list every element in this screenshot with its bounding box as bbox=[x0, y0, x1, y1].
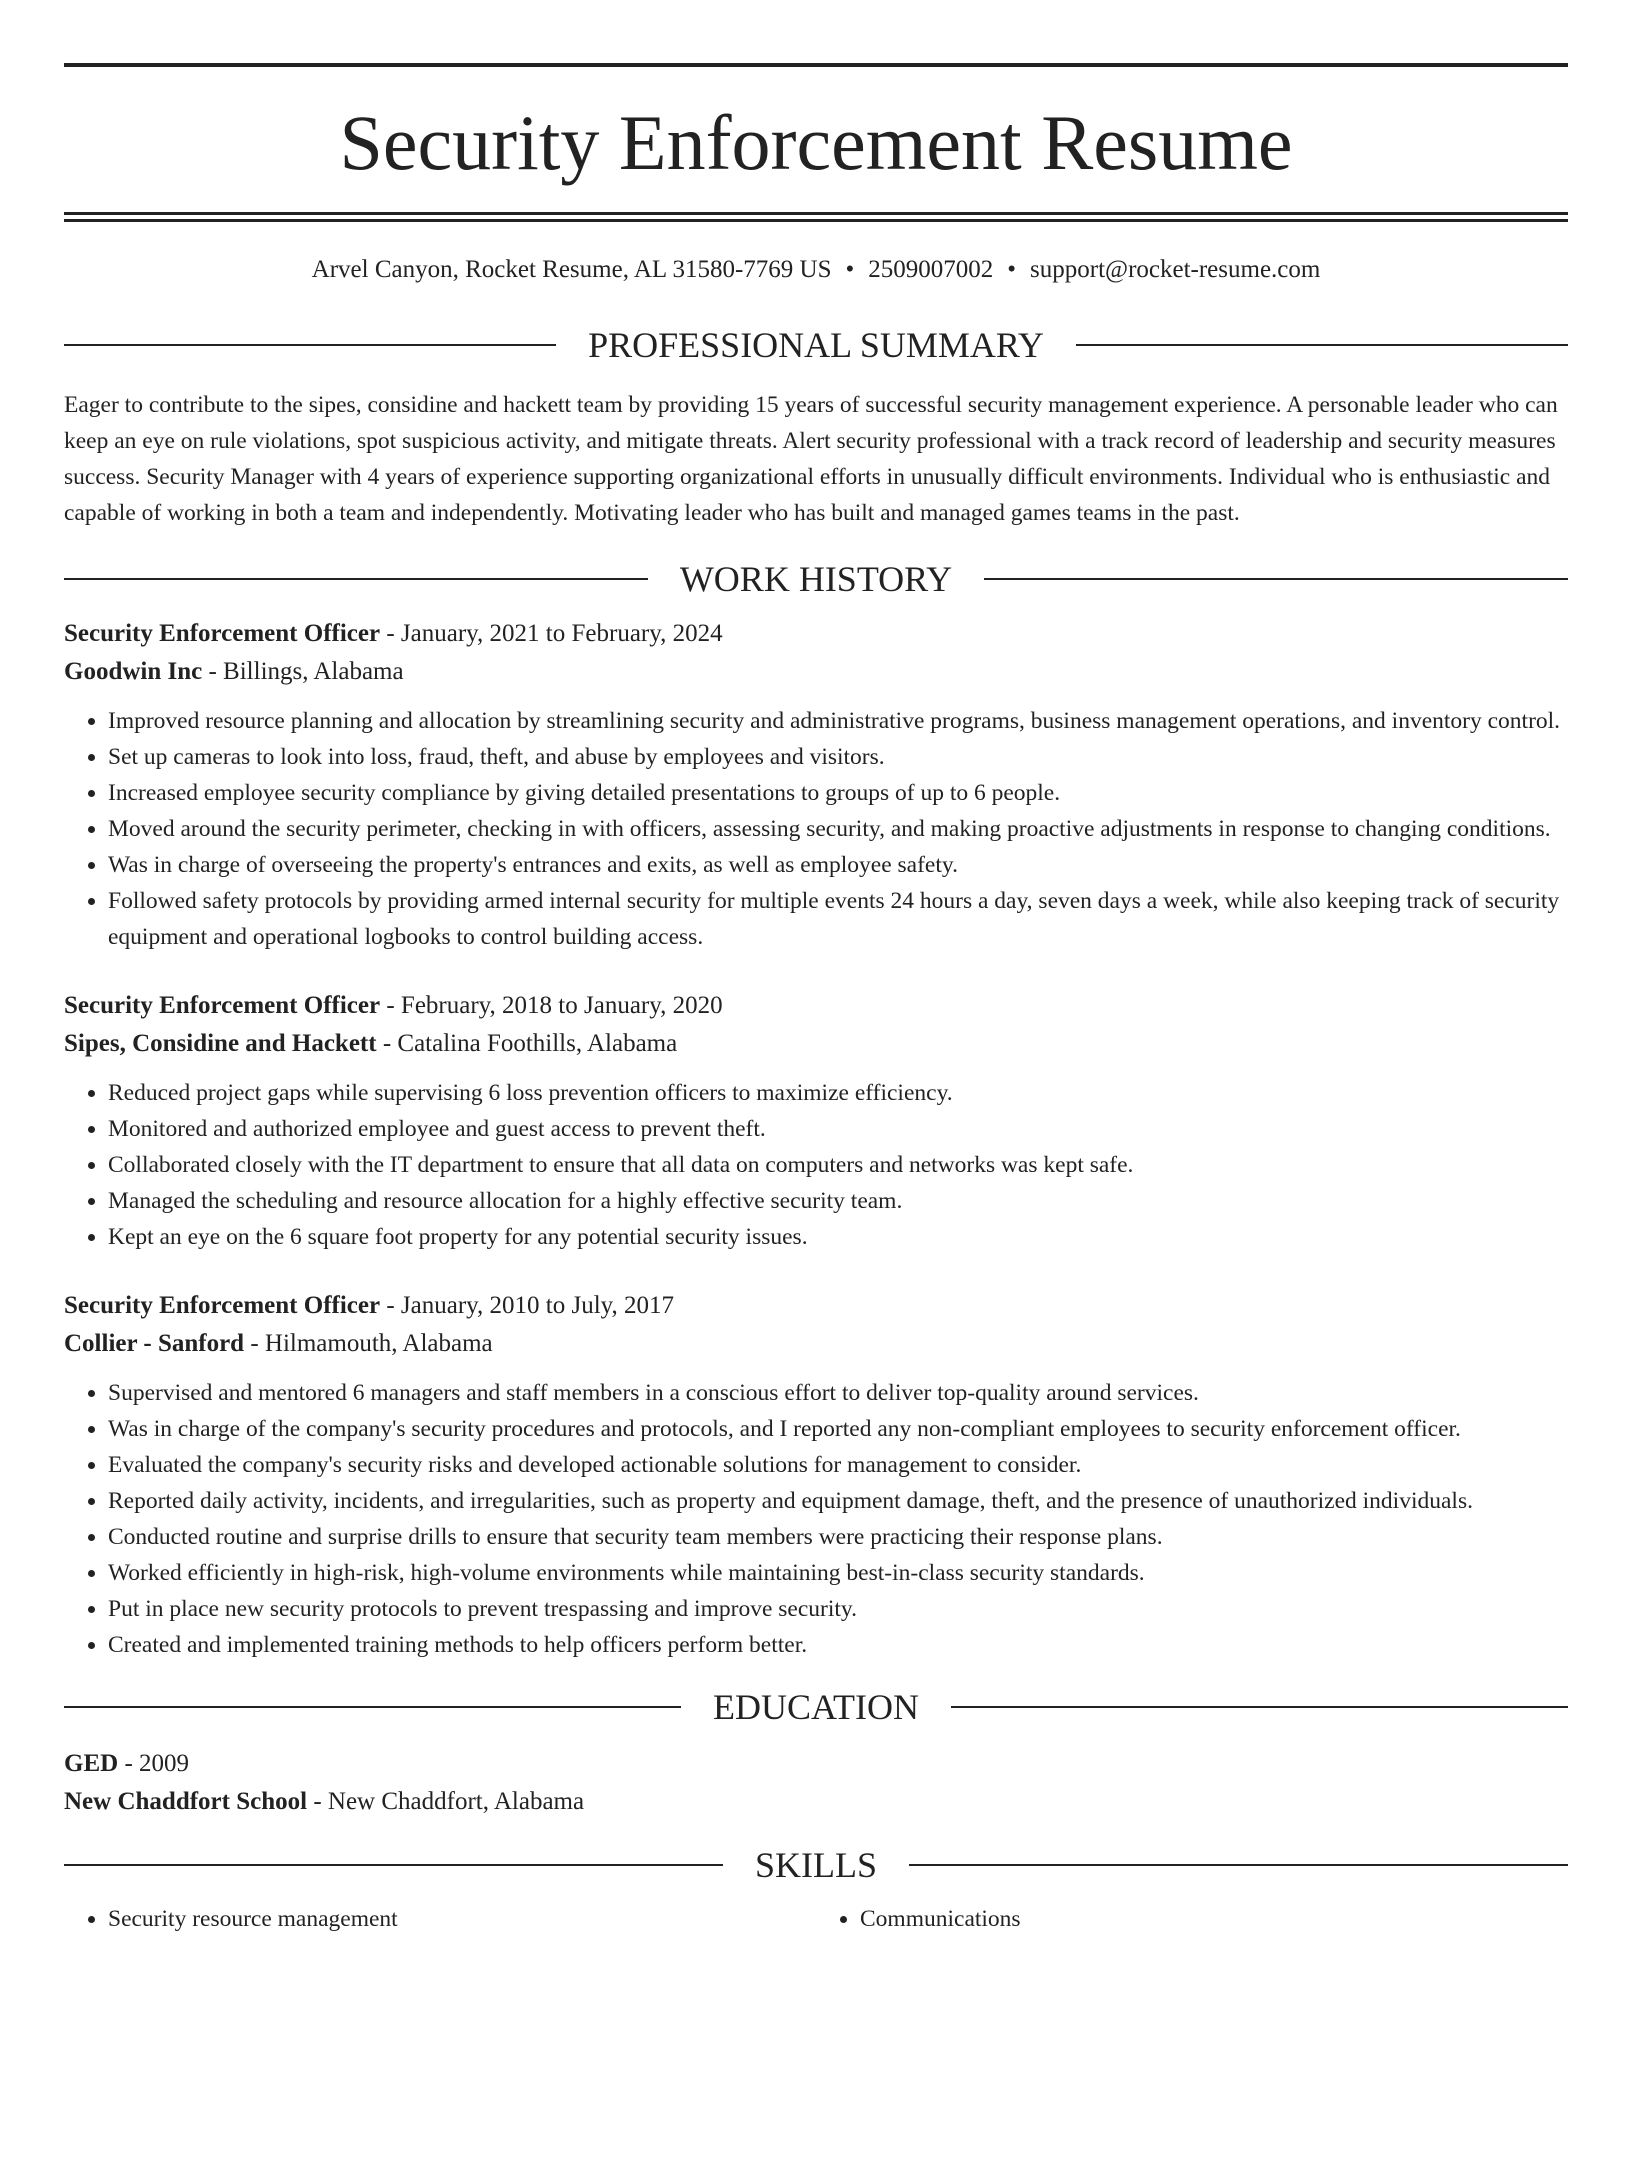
job-location: - Billings, Alabama bbox=[202, 658, 404, 685]
section-title: PROFESSIONAL SUMMARY bbox=[588, 325, 1044, 365]
skill-item: • Communications bbox=[860, 1901, 1568, 1937]
job-bullet: • Conducted routine and surprise drills to ensure that security team members were practicing their response plans. bbox=[108, 1519, 1568, 1555]
heading-rule bbox=[984, 578, 1568, 580]
job-entry bbox=[64, 987, 1568, 1255]
job-title: Security Enforcement Officer bbox=[64, 992, 381, 1019]
job-bullet: • Set up cameras to look into loss, fraud, theft, and abuse by employees and visitors. bbox=[108, 739, 1568, 775]
job-entry bbox=[64, 1287, 1568, 1663]
job-bullet: • Reported daily activity, incidents, and irregularities, such as property and equipment damage, theft, and the presence of unauthorized individuals. bbox=[108, 1483, 1568, 1519]
heading-rule bbox=[64, 1706, 681, 1708]
job-bullet: • Improved resource planning and allocation by streamlining security and administrative programs, business management operations, and inventory control. bbox=[108, 703, 1568, 739]
job-bullet: • Was in charge of the company's security procedures and protocols, and I reported any non-compliant employees to security enforcement officer. bbox=[108, 1411, 1568, 1447]
heading-rule bbox=[909, 1864, 1568, 1866]
section-title: EDUCATION bbox=[713, 1687, 919, 1727]
job-company-line bbox=[64, 1325, 1568, 1363]
education-year: - 2009 bbox=[118, 1750, 190, 1777]
job-bullet: • Increased employee security compliance by giving detailed presentations to groups of up to 6 people. bbox=[108, 775, 1568, 811]
job-company-line bbox=[64, 1025, 1568, 1063]
job-bullets bbox=[64, 1075, 1568, 1255]
education-school-line bbox=[64, 1783, 1568, 1821]
education-location: - New Chaddfort, Alabama bbox=[307, 1788, 585, 1815]
job-dates: - January, 2021 to February, 2024 bbox=[380, 620, 723, 647]
job-bullet: • Followed safety protocols by providing armed internal security for multiple events 24 hours a day, seven days a week, while also keeping track of security equipment and operational logbooks to control building access. bbox=[108, 883, 1568, 955]
section-title: WORK HISTORY bbox=[679, 559, 953, 599]
job-title-line bbox=[64, 987, 1568, 1025]
job-company: Collier - Sanford bbox=[64, 1330, 245, 1357]
job-bullet: • Kept an eye on the 6 square foot property for any potential security issues. bbox=[108, 1219, 1568, 1255]
job-bullet: • Was in charge of overseeing the property's entrances and exits, as well as employee safety. bbox=[108, 847, 1568, 883]
job-bullet: • Evaluated the company's security risks and developed actionable solutions for management to consider. bbox=[108, 1447, 1568, 1483]
job-bullets bbox=[64, 703, 1568, 955]
job-bullet: • Monitored and authorized employee and guest access to prevent theft. bbox=[108, 1111, 1568, 1147]
job-company: Sipes, Considine and Hackett bbox=[64, 1030, 377, 1057]
section-heading-summary bbox=[64, 323, 1568, 367]
job-dates: - February, 2018 to January, 2020 bbox=[380, 992, 723, 1019]
job-company: Goodwin Inc bbox=[64, 658, 203, 685]
heading-rule bbox=[64, 1864, 723, 1866]
education-school: New Chaddfort School bbox=[64, 1788, 308, 1815]
top-rule bbox=[64, 63, 1568, 67]
job-company-line bbox=[64, 653, 1568, 691]
job-title-line bbox=[64, 1287, 1568, 1325]
skills-column-right bbox=[816, 1901, 1568, 1937]
job-bullet: • Managed the scheduling and resource allocation for a highly effective security team. bbox=[108, 1183, 1568, 1219]
job-bullet: • Put in place new security protocols to prevent trespassing and improve security. bbox=[108, 1591, 1568, 1627]
title-double-rule bbox=[64, 212, 1568, 222]
job-list bbox=[64, 615, 1568, 1663]
contact-separator: • bbox=[845, 256, 855, 283]
job-bullet: • Reduced project gaps while supervising 6 loss prevention officers to maximize efficiency. bbox=[108, 1075, 1568, 1111]
summary-text: Eager to contribute to the sipes, considine and hackett team by providing 15 years of successful security management experience. A personable leader who can keep an eye on rule violations, spot suspicious activity, and mitigate threats. Alert security professional with a track record of leadership and security measures success. Security Manager with 4 years of experience supporting organizational efforts in unusually difficult environments. Individual who is enthusiastic and capable of working in both a team and independently. Motivating leader who has built and managed games teams in the past. bbox=[64, 392, 1558, 526]
skills-column-left bbox=[64, 1901, 816, 1937]
skill-item: • Security resource management bbox=[108, 1901, 816, 1937]
education-entry bbox=[64, 1745, 1568, 1821]
resume-title: Security Enforcement Resume bbox=[339, 99, 1293, 186]
job-bullet: • Supervised and mentored 6 managers and staff members in a conscious effort to deliver top-quality around services. bbox=[108, 1375, 1568, 1411]
job-title: Security Enforcement Officer bbox=[64, 620, 381, 647]
job-title: Security Enforcement Officer bbox=[64, 1292, 381, 1319]
job-entry bbox=[64, 615, 1568, 955]
job-bullet: • Worked efficiently in high-risk, high-volume environments while maintaining best-in-class security standards. bbox=[108, 1555, 1568, 1591]
heading-rule bbox=[64, 344, 556, 346]
education-degree-line bbox=[64, 1745, 1568, 1783]
contact-separator: • bbox=[1007, 256, 1017, 283]
contact-line bbox=[64, 257, 1568, 291]
education-degree: GED bbox=[64, 1750, 119, 1777]
job-bullet: • Created and implemented training methods to help officers perform better. bbox=[108, 1627, 1568, 1663]
section-title: SKILLS bbox=[755, 1845, 878, 1885]
job-location: - Hilmamouth, Alabama bbox=[244, 1330, 493, 1357]
resume-page bbox=[0, 63, 1632, 2175]
job-dates: - January, 2010 to July, 2017 bbox=[380, 1292, 675, 1319]
contact-email: support@rocket-resume.com bbox=[1030, 256, 1321, 283]
job-bullet: • Moved around the security perimeter, checking in with officers, assessing security, and making proactive adjustments in response to changing conditions. bbox=[108, 811, 1568, 847]
contact-phone: 2509007002 bbox=[868, 256, 994, 283]
job-title-line bbox=[64, 615, 1568, 653]
heading-rule bbox=[64, 578, 648, 580]
job-bullet: • Collaborated closely with the IT department to ensure that all data on computers and networks was kept safe. bbox=[108, 1147, 1568, 1183]
skills-list bbox=[64, 1901, 1568, 1937]
contact-address: Arvel Canyon, Rocket Resume, AL 31580-7769 US bbox=[311, 256, 832, 283]
section-heading-skills bbox=[64, 1843, 1568, 1887]
section-heading-work bbox=[64, 557, 1568, 601]
section-heading-education bbox=[64, 1685, 1568, 1729]
heading-rule bbox=[1076, 344, 1568, 346]
job-bullets bbox=[64, 1375, 1568, 1663]
heading-rule bbox=[951, 1706, 1568, 1708]
job-location: - Catalina Foothills, Alabama bbox=[376, 1030, 678, 1057]
